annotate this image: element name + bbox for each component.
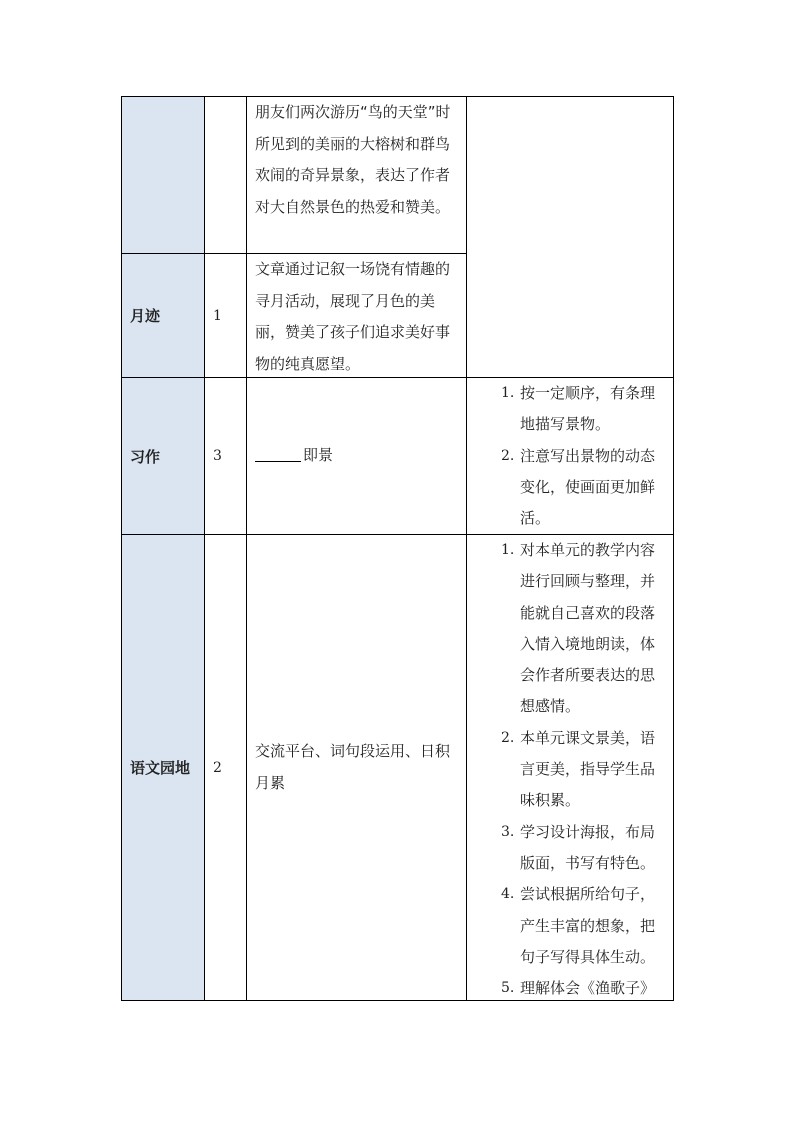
goal-number: 1. [501,542,515,558]
goal-number: 1. [501,385,515,401]
row4-count: 2 [213,759,222,776]
goal-text: 理解体会《渔歌子》 [520,979,656,998]
goal-number: 4. [501,886,515,903]
row3-content-text: 即景 [303,446,334,465]
row2-content-cell [246,253,467,378]
row3-count-cell [204,377,247,535]
row4-goals-list [467,535,673,1001]
goal-text: 本单元课文景美，语言更美，指导学生品味积累。 [520,728,656,810]
row1-content: 朋友们两次游历“鸟的天堂”时所见到的美丽的大榕树和群鸟欢闹的奇异景象，表达了作者对大自然景色的热爱和赞美。 [255,103,451,216]
row3-content [247,440,339,472]
row4-label: 语文园地 [130,759,191,777]
goal-number: 5. [501,980,515,997]
row3-goals-cell [466,377,674,535]
row2-label: 月迹 [130,307,161,325]
goal-number: 3. [501,823,515,840]
row2-content: 文章通过记叙一场饶有情趣的寻月活动，展现了月色的美丽，赞美了孩子们追求美好事物的纯真愿望。 [255,260,451,373]
row1-label-cell [121,96,205,254]
goal-item [467,879,673,973]
row4-content-cell [246,534,467,1001]
goal-item [467,817,673,880]
row1-count-cell [204,96,247,254]
row3-label-cell [121,377,205,535]
goal-text: 按一定顺序，有条理地描写景物。 [520,384,656,434]
row3-content-cell [246,377,467,535]
row1-content-cell [246,96,467,254]
goal-text: 对本单元的教学内容进行回顾与整理，并能就自己喜欢的段落入情入境地朗读，体会作者所要表达的思想感情。 [520,541,656,716]
goal-item [467,723,673,817]
goal-number: 2. [501,729,515,746]
goal-item [467,378,673,441]
row3-goals-list [467,378,673,534]
goal-item [467,441,673,535]
row2-label-cell [121,253,205,378]
fill-in-blank [255,445,301,462]
row4-label-cell [121,534,205,1001]
row2-count-cell [204,253,247,378]
row2-count: 1 [213,307,222,324]
goal-text: 学习设计海报，布局版面，书写有特色。 [520,822,656,872]
row1-2-goals-cell [466,96,674,378]
row4-count-cell [204,534,247,1001]
row4-content: 交流平台、词句段运用、日积月累 [255,742,451,792]
goal-number: 2. [501,447,515,464]
goal-text: 注意写出景物的动态变化，使画面更加鲜活。 [520,446,656,528]
row4-goals-cell [466,534,674,1001]
goal-text: 尝试根据所给句子，产生丰富的想象，把句子写得具体生动。 [520,885,656,966]
row3-label: 习作 [130,447,161,466]
row3-count: 3 [213,448,222,464]
goal-item [467,973,673,1001]
goal-item [467,535,673,723]
